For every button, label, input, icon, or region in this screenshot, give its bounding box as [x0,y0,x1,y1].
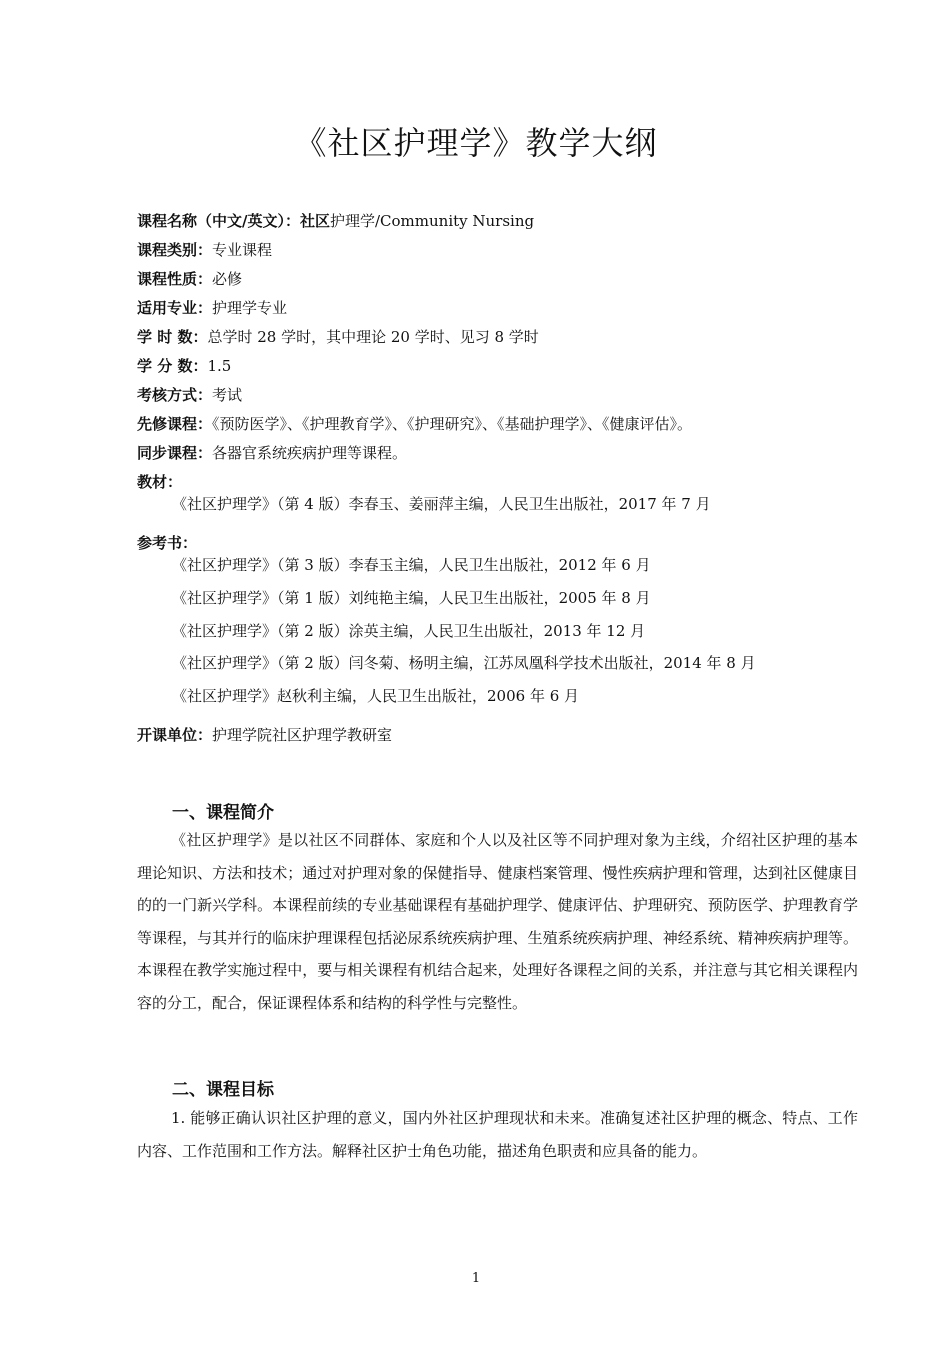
credits-value: 1.5 [207,357,232,375]
course-category-label: 课程类别： [137,241,213,259]
teaching-unit-row [137,724,857,745]
concurrent-label: 同步课程： [137,444,213,462]
credits-label: 学 分 数： [137,357,208,375]
references-label: 参考书： [137,534,198,552]
hours-row [137,326,857,347]
course-category-row [137,239,857,260]
course-nature-label: 课程性质： [137,270,213,288]
major-row [137,297,857,318]
major-label: 适用专业： [137,299,213,317]
prerequisite-row [137,413,857,434]
hours-label: 学 时 数： [137,328,208,346]
reference-item: 《社区护理学》（第 3 版）李春玉主编，人民卫生出版社，2012 年 6 月 [172,556,651,574]
section-heading-objectives: 二、课程目标 [172,1080,274,1100]
exam-label: 考核方式： [137,386,213,404]
hours-value: 总学时 28 学时，其中理论 20 学时、见习 8 学时 [207,328,539,346]
section-heading-intro: 一、课程简介 [172,803,274,823]
references-heading [137,532,857,553]
document-title: 《社区护理学》教学大纲 [294,124,658,162]
concurrent-value: 各器官系统疾病护理等课程。 [212,444,408,462]
page-number: 1 [471,1271,481,1286]
reference-item: 《社区护理学》（第 1 版）刘纯艳主编，人民卫生出版社，2005 年 8 月 [172,589,651,607]
major-value: 护理学专业 [212,299,288,317]
prerequisite-value: 《预防医学》、《护理教育学》、《护理研究》、《基础护理学》、《健康评估》。 [212,415,693,433]
credits-row [137,355,857,376]
course-category-value: 专业课程 [212,241,273,259]
course-nature-row [137,268,857,289]
exam-row [137,384,857,405]
course-nature-value: 必修 [212,270,243,288]
reference-item: 《社区护理学》（第 2 版）闫冬菊、杨明主编，江苏凤凰科学技术出版社，2014 年 8 月 [172,654,756,672]
teaching-unit-label: 开课单位： [137,726,213,744]
section-body-intro: 《社区护理学》是以社区不同群体、家庭和个人以及社区等不同护理对象为主线，介绍社区护理的基本理论知识、方法和技术；通过对护理对象的保健指导、健康档案管理、慢性疾病护理和管理，达到社区健康目的的一门新兴学科。本课程前续的专业基础课程有基础护理学、健康评估、护理研究、预防医学、护理教育学等课程，与其并行的临床护理课程包括泌尿系统疾病护理、生殖系统疾病护理、神经系统、精神疾病护理等。本课程在教学实施过程中，要与相关课程有机结合起来，处理好各课程之间的关系，并注意与其它相关课程内容的分工，配合，保证课程体系和结构的科学性与完整性。 [137,831,858,1012]
section-body-objectives: 1. 能够正确认识社区护理的意义，国内外社区护理现状和未来。准确复述社区护理的概念、特点、工作内容、工作范围和工作方法。解释社区护士角色功能，描述角色职责和应具备的能力。 [137,1109,858,1160]
course-name-row [137,210,857,231]
textbook-entry: 《社区护理学》（第 4 版）李春玉、姜丽萍主编，人民卫生出版社，2017 年 7 月 [172,495,711,513]
reference-item: 《社区护理学》（第 2 版）涂英主编，人民卫生出版社，2013 年 12 月 [172,622,646,640]
teaching-unit-value: 护理学院社区护理学教研室 [212,726,393,744]
exam-value: 考试 [212,386,243,404]
concurrent-row [137,442,857,463]
textbook-label: 教材： [137,473,183,491]
textbook-heading [137,471,857,492]
prerequisite-label: 先修课程： [137,415,213,433]
reference-item: 《社区护理学》赵秋利主编，人民卫生出版社，2006 年 6 月 [172,687,580,705]
course-name-value: 护理学/Community Nursing [329,212,535,230]
course-name-label: 课程名称（中文/英文）：社区 [137,212,330,230]
